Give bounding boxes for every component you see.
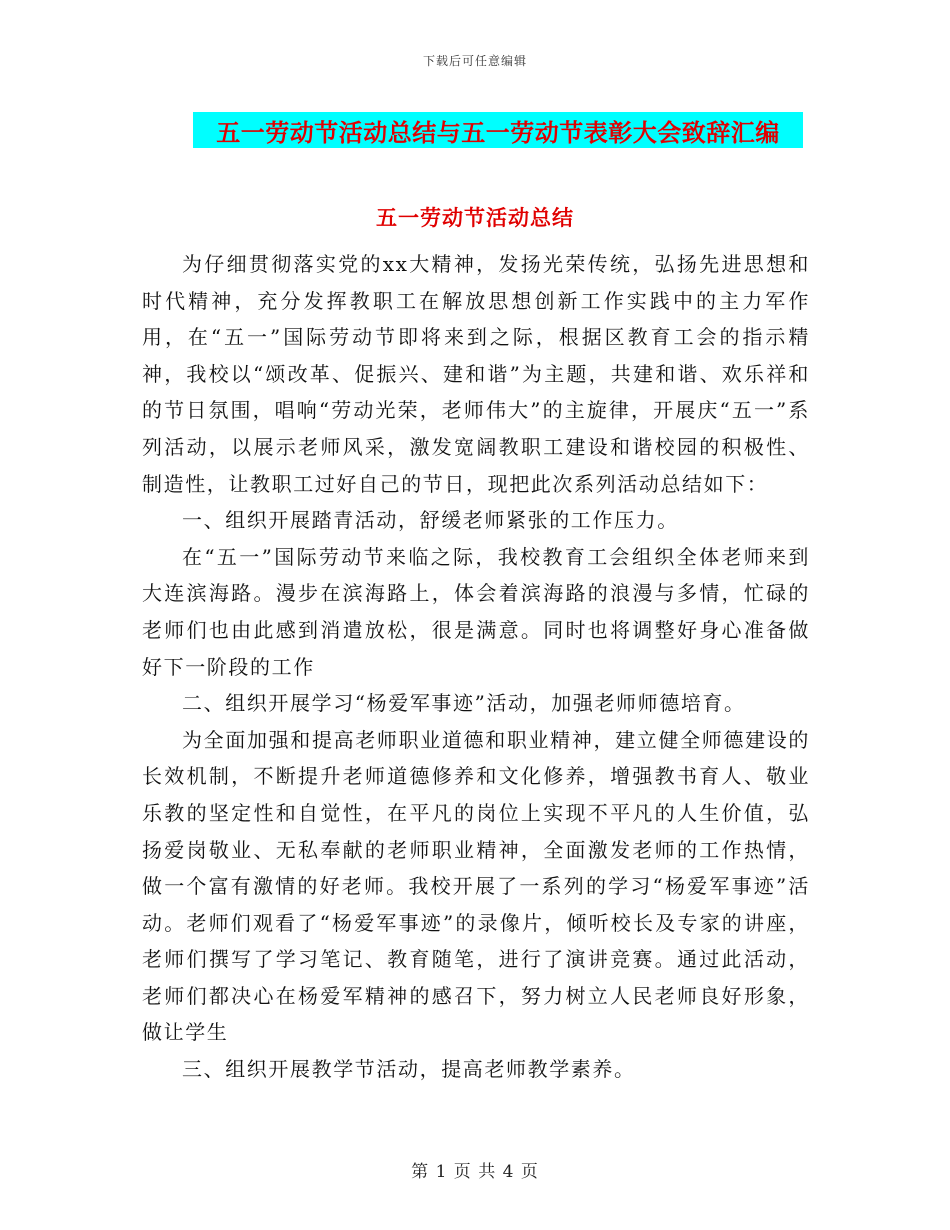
page-header-note: 下载后可任意编辑	[422, 54, 527, 68]
paragraph: 在“五一”国际劳动节来临之际，我校教育工会组织全体老师来到大连滨海路。漫步在滨海路上，体会着滨海路的浪漫与多情，忙碌的老师们也由此感到消遣放松，很是满意。同时也将调整好身心准备做好下一阶段的工作	[142, 544, 810, 679]
page-number: 第 1 页 共 4 页	[411, 1162, 539, 1182]
document-body	[142, 246, 810, 1088]
paragraph: 一、组织开展踏青活动，舒缓老师紧张的工作压力。	[182, 508, 679, 533]
paragraph: 二、组织开展学习“杨爱军事迹”活动，加强老师师德培育。	[182, 691, 746, 716]
section-title: 五一劳动节活动总结	[376, 206, 574, 230]
main-title: 五一劳动节活动总结与五一劳动节表彰大会致辞汇编	[216, 118, 780, 147]
paragraph: 三、组织开展教学节活动，提高老师教学素养。	[182, 1057, 636, 1082]
paragraph: 为全面加强和提高老师职业道德和职业精神，建立健全师德建设的长效机制，不断提升老师道德修养和文化修养，增强教书育人、敬业乐教的坚定性和自觉性，在平凡的岗位上实现不平凡的人生价值，弘扬爱岗敬业、无私奉献的老师职业精神，全面激发老师的工作热情，做一个富有激情的好老师。我校开展了一系列的学习“杨爱军事迹”活动。老师们观看了“杨爱军事迹”的录像片，倾听校长及专家的讲座，老师们撰写了学习笔记、教育随笔，进行了演讲竞赛。通过此活动，老师们都决心在杨爱军精神的感召下，努力树立人民老师良好形象，做让学生	[142, 727, 810, 1045]
paragraph: 为仔细贯彻落实党的xx大精神，发扬光荣传统，弘扬先进思想和时代精神，充分发挥教职工在解放思想创新工作实践中的主力军作用，在“五一”国际劳动节即将来到之际，根据区教育工会的指示精神，我校以“颂改革、促振兴、建和谐”为主题，共建和谐、欢乐祥和的节日氛围，唱响“劳动光荣，老师伟大”的主旋律，开展庆“五一”系列活动，以展示老师风采，激发宽阔教职工建设和谐校园的积极性、制造性，让教职工过好自己的节日，现把此次系列活动总结如下：	[142, 252, 810, 496]
main-title-highlight	[193, 112, 803, 148]
